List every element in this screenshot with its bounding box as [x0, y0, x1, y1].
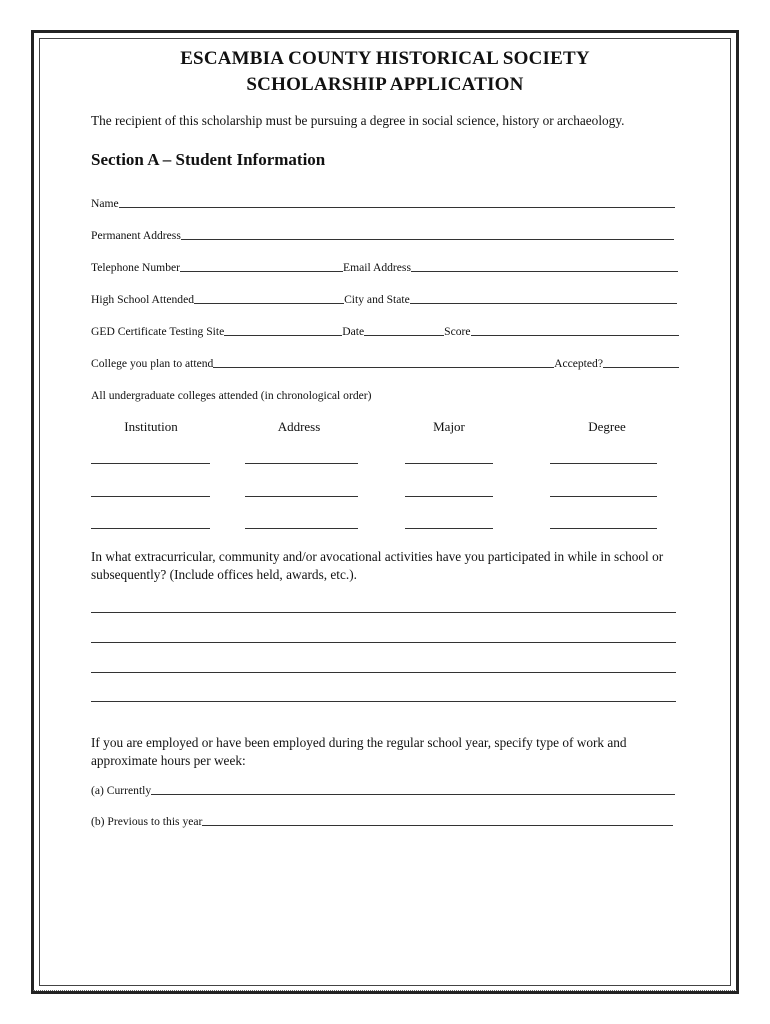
previous-row: [91, 810, 673, 828]
email-field[interactable]: [411, 261, 678, 272]
activities-line-2[interactable]: [91, 642, 676, 643]
column-header-institution: Institution: [124, 419, 178, 434]
column-header-address: Address: [277, 419, 321, 434]
currently-row: [91, 779, 675, 797]
form-title-line1: ESCAMBIA COUNTY HISTORICAL SOCIETY: [180, 48, 590, 69]
college-row-1-institution[interactable]: [91, 463, 210, 464]
permanent-address-field[interactable]: [181, 229, 674, 240]
currently-field[interactable]: [151, 784, 675, 795]
permanent-address-row: [91, 224, 674, 242]
date-field[interactable]: [364, 325, 444, 336]
college-row-3-institution[interactable]: [91, 528, 210, 529]
activities-line-1[interactable]: [91, 612, 676, 613]
name-label: Name: [91, 197, 119, 210]
colleges-prompt: All undergraduate colleges attended (in chronological order): [91, 389, 372, 402]
ged-row: [91, 320, 679, 338]
college-row-3-address[interactable]: [245, 528, 358, 529]
city-state-field[interactable]: [410, 293, 677, 304]
college-row-1-major[interactable]: [405, 463, 493, 464]
college-row-3-major[interactable]: [405, 528, 493, 529]
city-state-label: City and State: [344, 293, 410, 306]
ged-site-label: GED Certificate Testing Site: [91, 325, 225, 338]
telephone-field[interactable]: [180, 261, 343, 272]
college-row-1-degree[interactable]: [550, 463, 657, 464]
college-row-3-degree[interactable]: [550, 528, 657, 529]
ged-site-field[interactable]: [224, 325, 342, 336]
high-school-field[interactable]: [194, 293, 344, 304]
college-row-2-major[interactable]: [405, 496, 493, 497]
page-border-dotted: [33, 990, 737, 994]
college-plan-field[interactable]: [213, 357, 554, 368]
activities-prompt: In what extracurricular, community and/or avocational activities have you participated in while in school or subsequently? (Include offices held, awards, etc.).: [91, 549, 664, 582]
name-field[interactable]: [119, 197, 675, 208]
college-plan-row: [91, 352, 679, 370]
accepted-label: Accepted?: [554, 357, 603, 370]
employment-prompt: If you are employed or have been employed during the regular school year, specify type of work and approximate hours per week:: [91, 735, 627, 768]
currently-label: (a) Currently: [91, 784, 152, 797]
college-row-2-degree[interactable]: [550, 496, 657, 497]
activities-line-4[interactable]: [91, 701, 676, 702]
column-header-major: Major: [433, 419, 465, 434]
high-school-row: [91, 288, 677, 306]
intro-text: The recipient of this scholarship must be pursuing a degree in social science, history or archaeology.: [91, 113, 625, 128]
accepted-field[interactable]: [603, 357, 679, 368]
column-header-degree: Degree: [588, 419, 626, 434]
telephone-email-row: [91, 256, 678, 274]
section-a-heading: Section A – Student Information: [91, 150, 326, 169]
name-row: [91, 192, 675, 210]
score-field[interactable]: [471, 325, 679, 336]
college-row-1-address[interactable]: [245, 463, 358, 464]
colleges-prompt-row: [91, 384, 681, 402]
college-row-2-address[interactable]: [245, 496, 358, 497]
college-plan-label: College you plan to attend: [91, 357, 214, 370]
email-label: Email Address: [343, 261, 411, 274]
date-label: Date: [342, 325, 365, 338]
telephone-label: Telephone Number: [91, 261, 181, 274]
previous-field[interactable]: [202, 815, 673, 826]
activities-line-3[interactable]: [91, 672, 676, 673]
permanent-address-label: Permanent Address: [91, 229, 181, 242]
form-title-line2: SCHOLARSHIP APPLICATION: [246, 74, 524, 95]
previous-label: (b) Previous to this year: [91, 815, 203, 828]
score-label: Score: [444, 325, 471, 338]
page-border-inner: [39, 38, 731, 986]
high-school-label: High School Attended: [91, 293, 195, 306]
college-row-2-institution[interactable]: [91, 496, 210, 497]
